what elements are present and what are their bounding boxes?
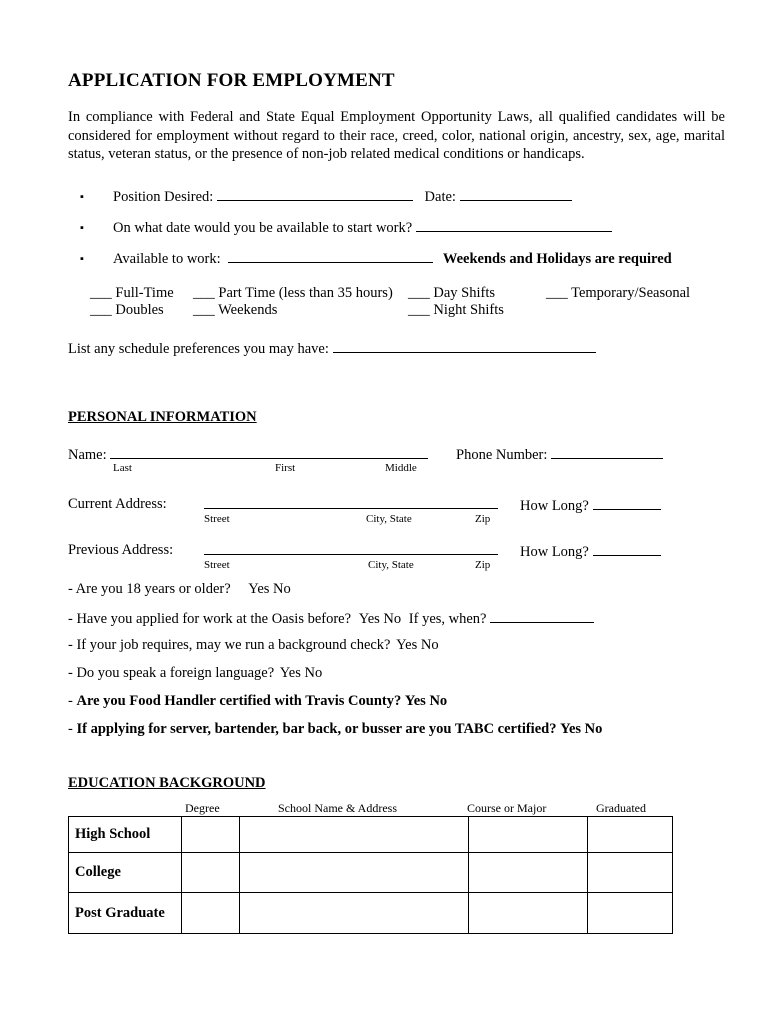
no-label: No bbox=[584, 721, 603, 737]
graduated-cell[interactable] bbox=[588, 817, 673, 853]
option-full-time[interactable]: ___ Full-Time bbox=[90, 285, 174, 301]
option-night-shifts[interactable]: ___ Night Shifts bbox=[408, 302, 504, 318]
position-desired-field[interactable] bbox=[217, 187, 413, 201]
question-text: If applying for server, bartender, bar back, or busser are you TABC certified? bbox=[76, 721, 557, 737]
date-label: Date: bbox=[424, 189, 456, 205]
bullet-icon: ▪ bbox=[80, 191, 84, 203]
question-text: Are you Food Handler certified with Travis County? bbox=[76, 693, 402, 709]
bullet-icon: ▪ bbox=[80, 222, 84, 234]
name-label: Name: bbox=[68, 447, 107, 463]
address-sub-zip: Zip bbox=[475, 559, 491, 571]
yes-label: Yes bbox=[279, 665, 301, 681]
degree-cell[interactable] bbox=[182, 817, 240, 853]
start-date-field[interactable] bbox=[416, 218, 612, 232]
question-prefix: - bbox=[68, 721, 77, 737]
question-text: - Do you speak a foreign language? bbox=[68, 665, 275, 681]
available-row bbox=[113, 249, 672, 268]
address-sub-street: Street bbox=[204, 513, 230, 525]
row-label-college: College bbox=[69, 853, 182, 893]
previous-address-field-wrap bbox=[204, 541, 498, 560]
yes-label: Yes bbox=[358, 611, 380, 627]
column-header-school: School Name & Address bbox=[278, 801, 397, 815]
option-temporary-seasonal[interactable]: ___ Temporary/Seasonal bbox=[546, 285, 691, 301]
current-address-label: Current Address: bbox=[68, 496, 167, 512]
degree-cell[interactable] bbox=[182, 893, 240, 934]
bullet-available bbox=[80, 250, 84, 267]
name-field[interactable] bbox=[110, 445, 428, 459]
current-address-field[interactable] bbox=[204, 495, 498, 509]
no-label: No bbox=[273, 581, 291, 597]
start-date-row bbox=[113, 218, 612, 237]
how-long-label: How Long? bbox=[520, 544, 589, 560]
applied-before-when-field[interactable] bbox=[490, 609, 594, 623]
option-day-shifts[interactable]: ___ Day Shifts bbox=[408, 285, 495, 301]
question-prefix: - bbox=[68, 693, 77, 709]
question-food-handler bbox=[68, 693, 447, 710]
bullet-icon: ▪ bbox=[80, 253, 84, 265]
question-background-check bbox=[68, 637, 439, 654]
no-label: No bbox=[420, 637, 439, 653]
school-cell[interactable] bbox=[240, 853, 469, 893]
question-18-or-older bbox=[68, 581, 291, 598]
no-label: No bbox=[429, 693, 448, 709]
current-how-long-row bbox=[520, 496, 661, 515]
how-long-label: How Long? bbox=[520, 498, 589, 514]
yes-label: Yes bbox=[248, 581, 270, 597]
personal-info-heading: PERSONAL INFORMATION bbox=[68, 409, 257, 425]
bullet-start-date bbox=[80, 219, 84, 236]
previous-how-long-row bbox=[520, 542, 661, 561]
schedule-pref-field[interactable] bbox=[333, 339, 596, 353]
address-sub-city-state: City, State bbox=[366, 513, 412, 525]
column-header-degree: Degree bbox=[185, 801, 220, 815]
phone-row bbox=[456, 445, 663, 464]
question-text: - If your job requires, may we run a background check? bbox=[68, 637, 391, 653]
yes-label: Yes bbox=[404, 693, 426, 709]
previous-how-long-field[interactable] bbox=[593, 542, 661, 556]
name-sub-first: First bbox=[275, 462, 296, 474]
row-label-post-graduate: Post Graduate bbox=[69, 893, 182, 934]
name-sub-last: Last bbox=[113, 462, 132, 474]
previous-address-label: Previous Address: bbox=[68, 542, 174, 558]
no-label: No bbox=[383, 611, 402, 627]
no-label: No bbox=[304, 665, 323, 681]
schedule-pref-row bbox=[68, 339, 596, 358]
position-desired-label: Position Desired: bbox=[113, 189, 214, 205]
bullet-position bbox=[80, 188, 84, 205]
table-row bbox=[69, 893, 673, 934]
start-date-label: On what date would you be available to start work? bbox=[113, 220, 413, 236]
current-address-field-wrap bbox=[204, 495, 498, 514]
available-label: Available to work: bbox=[113, 251, 221, 267]
phone-field[interactable] bbox=[551, 445, 663, 459]
question-text: - Are you 18 years or older? bbox=[68, 581, 231, 597]
previous-address-field[interactable] bbox=[204, 541, 498, 555]
table-row bbox=[69, 817, 673, 853]
school-cell[interactable] bbox=[240, 817, 469, 853]
name-sub-middle: Middle bbox=[385, 462, 417, 474]
weekends-holidays-note: Weekends and Holidays are required bbox=[442, 251, 672, 267]
question-foreign-language bbox=[68, 665, 322, 682]
row-label-high-school: High School bbox=[69, 817, 182, 853]
schedule-pref-label: List any schedule preferences you may have: bbox=[68, 341, 329, 357]
graduated-cell[interactable] bbox=[588, 853, 673, 893]
form-title: APPLICATION FOR EMPLOYMENT bbox=[68, 70, 395, 91]
if-yes-when-label: If yes, when? bbox=[408, 611, 487, 627]
address-sub-zip: Zip bbox=[475, 513, 491, 525]
question-tabc bbox=[68, 721, 602, 738]
yes-label: Yes bbox=[396, 637, 418, 653]
yes-label: Yes bbox=[560, 721, 582, 737]
address-sub-city-state: City, State bbox=[368, 559, 414, 571]
school-cell[interactable] bbox=[240, 893, 469, 934]
current-how-long-field[interactable] bbox=[593, 496, 661, 510]
phone-label: Phone Number: bbox=[456, 447, 548, 463]
degree-cell[interactable] bbox=[182, 853, 240, 893]
course-cell[interactable] bbox=[469, 853, 588, 893]
question-text: - Have you applied for work at the Oasis before? bbox=[68, 611, 352, 627]
course-cell[interactable] bbox=[469, 893, 588, 934]
intro-paragraph: In compliance with Federal and State Equal Employment Opportunity Laws, all qualified candidates will be considered for employment without regard to their race, creed, color, national origin, ancestry, sex, age, marital status, veteran status, or the presence of non-job related medical conditions or handicaps. bbox=[68, 109, 725, 162]
column-header-graduated: Graduated bbox=[596, 801, 646, 815]
option-part-time[interactable]: ___ Part Time (less than 35 hours) bbox=[193, 285, 393, 301]
course-cell[interactable] bbox=[469, 817, 588, 853]
graduated-cell[interactable] bbox=[588, 893, 673, 934]
position-row bbox=[113, 187, 572, 206]
column-header-course: Course or Major bbox=[467, 801, 547, 815]
table-row bbox=[69, 853, 673, 893]
option-doubles[interactable]: ___ Doubles bbox=[90, 302, 164, 318]
address-sub-street: Street bbox=[204, 559, 230, 571]
option-weekends[interactable]: ___ Weekends bbox=[193, 302, 278, 318]
available-field[interactable] bbox=[228, 249, 433, 263]
date-field[interactable] bbox=[460, 187, 572, 201]
question-applied-before bbox=[68, 609, 594, 628]
education-table bbox=[68, 816, 673, 934]
education-heading: EDUCATION BACKGROUND bbox=[68, 775, 266, 791]
